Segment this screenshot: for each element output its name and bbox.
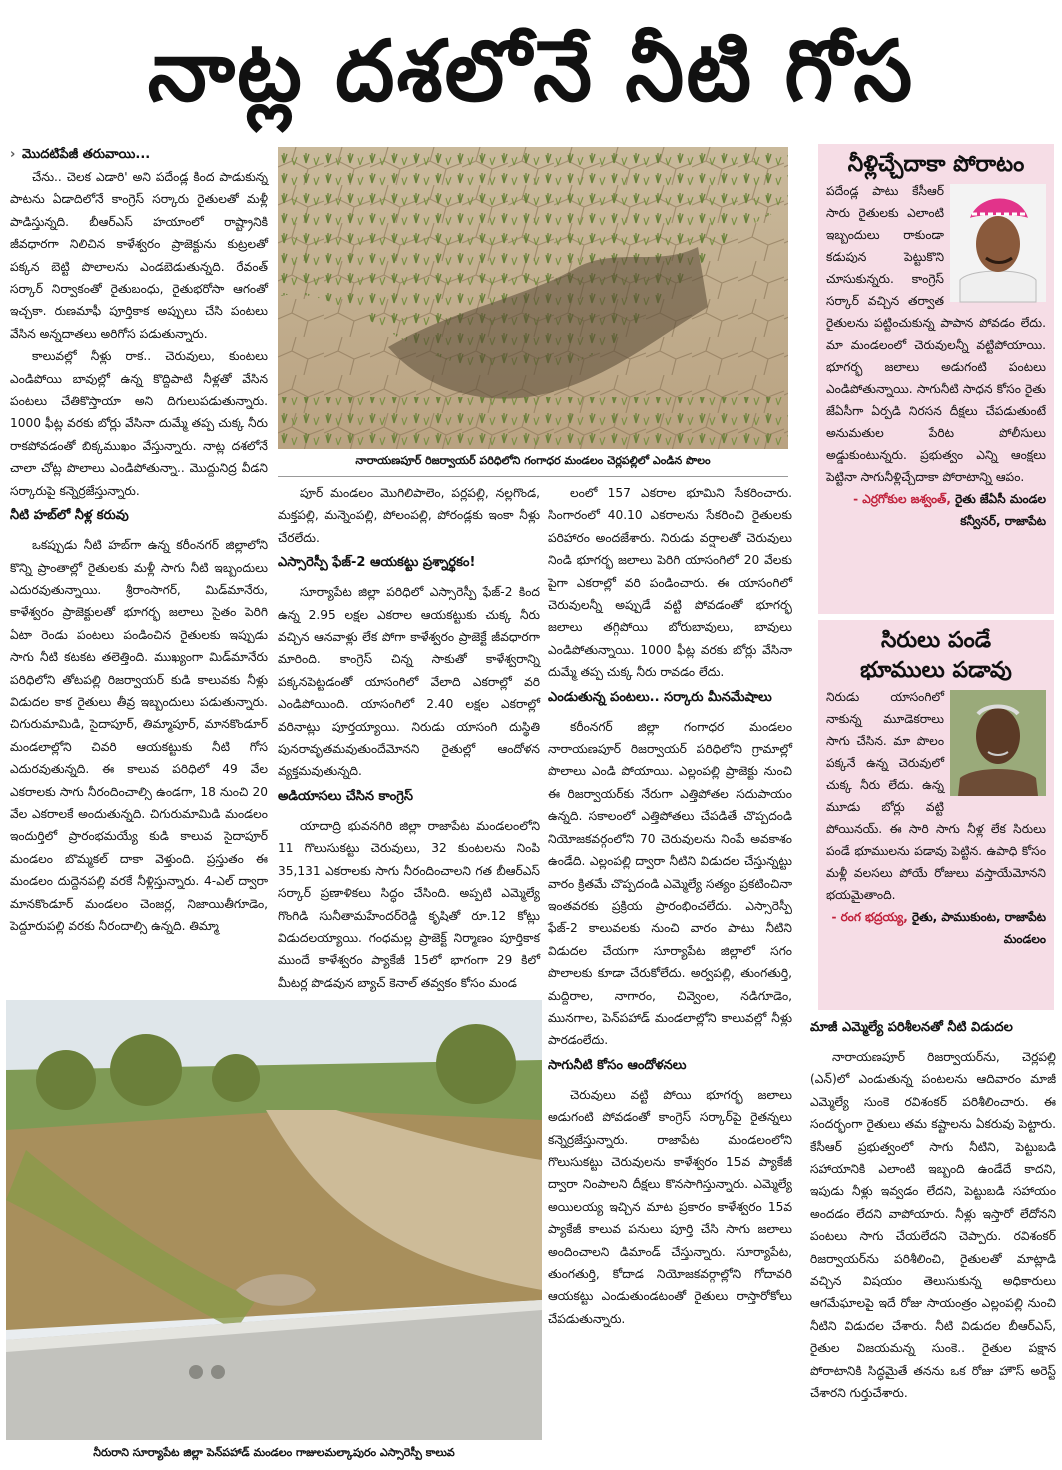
col3-paragraph-2: కరీంనగర్‌ జిల్లా గంగాధర మండలం నారాయణపూర్‌ రిజర్వాయర్‌ పరిధిలోని గ్రామాల్లో పొలాలు ఎండి పోయాయి. ఎల్లంపల్లి ప్రాజెక్టు నుంచి ఈ రిజర్వాయర్‌కు నేరుగా ఎత్తిపోతల సదుపాయం ఉన్నది. సకాలంలో ఎత్తిపోతలు చేపడితే చొప్పదండి నియోజకవర్గంలోని 70 చెరువులను నింపే అవకాశం ఉండేది. ఎల్లంపల్లి ద్వారా నీటిని విడుదల చేస్తున్నట్టు వారం క్రితమే చొప్పదండి ఎమ్మెల్యే సత్యం ప్రకటించినా ఇంతవరకు ప్రక్రియ ప్రారంభించలేదు. ఎస్సారెస్పీ ఫేజ్‌-2 కాలువలకు నుంచి వారం పాటు నీటిని విడుదల చేయగా సూర్యాపేట జిల్లాలో సగం పొలాలకు కూడా చేరుకోలేదు. అర్వపల్లి, తుంగతుర్తి, మద్దిరాల, నాగారం, చివ్వెంల, నడిగూడెం, మునగాల, పెన్‌పహాడ్‌ మండలాల్లోని కాలువల్లో నీళ్లు పారడంలేదు. [548, 719, 792, 1048]
sidebar-1-attrib-name: - ఎర్రగోకుల జశ్వంత్‌, [853, 492, 951, 506]
sidebar-1-heading: నీళ్లిచ్చేదాకా పోరాటం [847, 152, 1025, 177]
col3-paragraph-3: చెరువులు వట్టి పోయి భూగర్భ జలాలు అడుగంటి పోవడంతో కాంగ్రెస్‌ సర్కార్‌పై రైతన్నలు కన్నెర్రజేస్తున్నారు. రాజాపేట మండలంలోని గొలుసుకట్టు చెరువులను కాళేశ్వరం 15వ ప్యాకేజీ ద్వారా నింపాలని దీక్షలు కొనసాగిస్తున్నారు. ఎమ్మెల్యే అయిలయ్య ఇచ్చిన మాట ప్రకారం కాళేశ్వరం 15వ ప్యాకేజీ కాలువ పనులు పూర్తి చేసి సాగు జలాలు అందించాలని డిమాండ్‌ చేస్తున్నారు. సూర్యాపేట, తుంగతుర్తి, కోదాడ నియోజకవర్గాల్లోని గోదావరి ఆయకట్టు ఎండుతుండటంతో రైతులు రాస్తారోకోలు చేపడుతున్నారు. [548, 1087, 792, 1326]
column-2 [278, 482, 540, 990]
col3-paragraph-1: లంలో 157 ఎకరాల భూమిని సేకరించారు. సింగారంలో 40.10 ఎకరాలను సేకరించి రైతులకు పరిహారం అందజేశారు. నిరుడు వర్షాలతో చెరువులు నిండి భూగర్భ జలాలు పెరిగి యాసంగిలో 20 వేలకు పైగా ఎకరాల్లో వరి పండించారు. ఈ యాసంగిలో చెరువులన్నీ అప్పుడే వట్టి పోవడంతో భూగర్భ జలాలు తగ్గిపోయి బోరుబావులు, బావులు ఎండిపోతున్నాయి. 1000 ఫీట్ల వరకు బోర్లు వేసినా దుమ్మే తప్ప చుక్క నీరు రావడం లేదు. [548, 486, 792, 680]
col1-paragraph-2: కాలువల్లో నీళ్లు రాక.. చెరువులు, కుంటలు ఎండిపోయి బావుల్లో ఉన్న కొద్దిపాటి నీళ్లతో వేసిన పంటలు చేతికొస్తాయా అని దిగులుపడుతున్నారు. 1000 ఫీట్ల వరకు బోర్లు వేసినా దుమ్మే తప్ప చుక్క నీరు రాకపోవడంతో బిక్కముఖం వేస్తున్నారు. నాట్ల దశలోనే చాలా చోట్ల పొలాలు ఎండిపోతున్నా.. మొద్దునిద్ర వీడని సర్కారుపై కన్నెర్రజేస్తున్నారు. [10, 349, 268, 498]
caption-divider [278, 476, 788, 477]
col3-subhead-1: ఎండుతున్న పంటలు.. సర్కారు మీనమేషాలు [548, 689, 772, 705]
sidebar-2-heading-2: భూములు పడావు [860, 658, 1012, 683]
sidebar-2-heading-1: సిరులు పండే [880, 628, 992, 653]
column-1 [10, 144, 268, 984]
sidebar-quote-2 [818, 620, 1054, 1010]
dried-field-photo [278, 147, 788, 449]
sidebar-2-attrib-role: రైతు, పాముకుంట, రాజాపేట మండలం [907, 910, 1046, 946]
kicker-text: మొదటిపేజీ తరువాయి... [22, 147, 151, 162]
farmer-avatar-icon [950, 690, 1046, 796]
dry-canal-image [6, 1000, 542, 1440]
sidebar-1-text: పదేండ్ల పాటు కేసీఆర్‌ సారు రైతులకు ఎలాంటి ఇబ్బందులు రాకుండా కడుపున పెట్టుకొని చూసుకున్నరు. కాంగ్రెస్‌ సర్కార్‌ వచ్చిన తర్వాత రైతులను పట్టించుకున్న పాపాన పోవడం లేదు. మా మండలంలో చెరువులన్నీ వట్టిపోయాయి. భూగర్భ జలాలు అడుగంటి పంటలు ఎండిపోతున్నాయి. సాగునీటి సాధన కోసం రైతు జేఏసీగా ఏర్పడి నిరసన దీక్షలు చేపడుతుంటే అనుమతుల పేరిట పోలీసులు అడ్డుకుంటున్నరు. ప్రభుత్వం ఎన్ని ఆంక్షలు పెట్టినా సాగునీళ్లిచ్చేదాకా పోరాటాన్ని ఆపం. [826, 184, 1046, 484]
col1-paragraph-3: ఒకప్పుడు నీటి హబ్‌గా ఉన్న కరీంనగర్‌ జిల్లాలోని కొన్ని ప్రాంతాల్లో రైతులకు మళ్లీ సాగు నీటి ఇబ్బందులు ఎదురవుతున్నాయి. శ్రీరాంసాగర్‌, మిడ్‌మానేరు, కాళేశ్వరం ప్రాజెక్టులతో భూగర్భ జలాలు సైతం పెరిగి ఏటా రెండు పంటలు పండించిన రైతులకు ఇప్పుడు సాగు నీటి కటకట తలెత్తింది. ముఖ్యంగా మిడ్‌మానేరు పరిధిలోని తోటపల్లి రిజర్వాయర్‌ కుడి కాలువకు నీళ్లు విడుదల కాక రైతులు తీవ్ర ఇబ్బందులు పడుతున్నారు. చిగురుమామిడి, సైదాపూర్‌, తిమ్మాపూర్‌, మానకొండూర్‌ మండలాల్లోని చివరి ఆయకట్టుకు నీటి గోస ఎదురవుతున్నది. ఈ కాలువ పరిధిలో 49 వేల ఎకరాలకు సాగు నీరందించాల్సి ఉండగా, 18 నుంచి 20 వేల ఎకరాలకే అందుతున్నది. చిగురుమామిడి మండలం ఇందుర్తిలో ప్రారంభమయ్యే కుడి కాలువ సైదాపూర్‌ మండలం బొమ్మకల్‌ దాకా వెళ్తుంది. ప్రస్తుతం ఈ మండలం దుద్దెనపల్లి వరకే నీళ్లిస్తున్నారు. 4-ఎల్‌ ద్వారా మానకొండూర్‌ మండలం చెంజర్ల, నిజాయితీగూడెం, పెద్దూరుపల్లి వరకు నీరందాల్సి ఉన్నది. తిమ్మా [10, 538, 268, 933]
col3-subhead-2: సాగునీటి కోసం ఆందోళనలు [548, 1057, 687, 1073]
farmer-portrait-1 [950, 184, 1046, 302]
farmer-portrait-2 [950, 690, 1046, 796]
dried-field-image [278, 147, 788, 449]
col2-subhead-1: ఎస్సారెస్పీ ఫేజ్‌-2 ఆయకట్టు ప్రశ్నార్థకం! [278, 555, 476, 571]
sidebar-quote-1 [818, 144, 1054, 614]
chevron-right-icon: › [10, 147, 16, 162]
sidebar-1-attribution [826, 488, 1046, 532]
col1-subhead: నీటి హబ్‌లో నీళ్ల కరువు [10, 508, 129, 524]
headline: నాట్ల దశలోనే నీటి గోస [147, 22, 915, 120]
kicker [10, 144, 268, 166]
col2-paragraph-3: యాదాద్రి భువనగిరి జిల్లా రాజాపేట మండలంలోని 11 గొలుసుకట్టు చెరువులు, 32 కుంటలను నింపి 35,131 ఎకరాలకు సాగు నీరందించాలని గత బీఆర్‌ఎస్‌ సర్కార్‌ ప్రణాళికలు సిద్ధం చేసింది. అప్పటి ఎమ్మెల్యే గొంగిడి సునీతామహేందర్‌రెడ్డి కృషితో రూ.12 కోట్లు విడుదలయ్యాయి. గంధమల్ల ప్రాజెక్ట్‌ నిర్మాణం పూర్తికాక ముందే కాళేశ్వరం ప్యాకేజీ 15లో భాగంగా 29 కిలో మీటర్ల పొడవున బ్యాచ్‌ కెనాల్‌ తవ్వకం కోసం మండ [278, 818, 540, 990]
sidebar-2-text: నిరుడు యాసంగిలో నాకున్న మూడెకరాలు సాగు చేసిన. మా పొలం పక్కనే ఉన్న చెరువులో చుక్క నీరు లేదు. ఉన్న మూడు బోర్లు వట్టి పోయినయ్‌. ఈ సారి సాగు నీళ్ల లేక సిరులు పండే భూములను పడావు పెట్టిన. ఉపాధి కోసం మళ్లీ వలసలు పోయే రోజులు వస్తాయేమోనని భయమైతాంది. [826, 690, 1046, 902]
col2-paragraph-1: పూర్‌ మండలం మొగిలిపాలెం, పర్లపల్లి, నల్లగొండ, మక్తపల్లి, మన్నెంపల్లి, పోలంపల్లి, పోరండ్లకు ఇంకా నీళ్లు చేరలేదు. [278, 486, 540, 545]
col2-subhead-2: అడియాసలు చేసిన కాంగ్రెస్‌ [278, 788, 413, 804]
top-photo-caption: నారాయణపూర్‌ రిజర్వాయర్‌ పరిధిలోని గంగాధర మండలం చెర్లపల్లిలో ఎండిన పొలం [355, 454, 711, 467]
column-4-bottom [810, 1014, 1056, 1460]
sidebar-1-attrib-role: రైతు జేఏసీ మండల కన్వీనర్‌, రాజాపేట [950, 492, 1046, 528]
bottom-photo-caption: నీరురాని సూర్యాపేట జిల్లా పెన్‌పహాడ్‌ మండలం గాజులమల్కాపురం ఎస్సారెస్పీ కాలువ [6, 1444, 542, 1466]
col4-paragraph: నారాయణపూర్‌ రిజర్వాయర్‌ను, చెర్లపల్లి (ఎన్‌)లో ఎండుతున్న పంటలను ఆదివారం మాజీ ఎమ్మెల్యే సుంకె రవిశంకర్‌ పరిశీలించారు. ఈ సందర్భంగా రైతులు తమ కష్టాలను ఏకరువు పెట్టారు. కేసీఆర్‌ ప్రభుత్వంలో సాగు నీటిని, పెట్టుబడి సహాయానికి ఎలాంటి ఇబ్బంది ఉండేదే కాదని, ఇపుడు నీళ్లు ఇవ్వడం లేదని, పెట్టుబడి సహాయం అందడం లేదని వాపోయారు. నీళ్లు ఇస్తారో లేదోనని పంటలు సాగు చేయలేదని చెప్పారు. రవిశంకర్‌ రిజర్వాయర్‌ను పరిశీలించి, రైతులతో మాట్లాడి వచ్చిన విషయం తెలుసుకున్న అధికారులు ఆగమేఘాలపై ఇదే రోజు సాయంత్రం ఎల్లంపల్లి నుంచి నీటిని విడుదల చేశారు. నీటి విడుదల బీఆర్‌ఎస్‌, రైతుల విజయమన్న సుంకె.. రైతుల పక్షాన పోరాటానికి సిద్ధమైతే తనను ఒక రోజు హౌస్‌ అరెస్ట్‌ చేశారని గుర్తుచేశారు. [810, 1050, 1056, 1401]
canal-photo [6, 1000, 542, 1440]
farmer-avatar-icon [950, 184, 1046, 302]
sidebar-2-attribution [826, 906, 1046, 950]
sidebar-2-attrib-name: - రంగ భద్రయ్య, [831, 910, 908, 924]
col1-paragraph-1: చేను.. చెలక ఎడారి' అని పదేండ్ల కింద పాడుకున్న పాటను ఏడాదిలోనే కాంగ్రెస్‌ సర్కారు రైతులతో మళ్లీ పాడిస్తున్నది. బీఆర్‌ఎస్‌ హయాంలో రాష్ట్రానికి జీవధారగా నిలిచిన కాళేశ్వరం ప్రాజెక్టును కుట్రలతో పక్కన బెట్టి పొలాలను ఎండబెడుతున్నది. రేవంత్‌ సర్కార్‌ నిర్వాకంతో రైతుబంధు, రైతుభరోసా ఆగంతో ఇచ్చకా. రుణమాఫీ పూర్తికాక అప్పులు చేసి పంటలు వేసిన అన్నదాతలు అరిగోస పడుతున్నారు. [10, 170, 268, 341]
column-3 [548, 482, 792, 1442]
col2-paragraph-2: సూర్యాపేట జిల్లా పరిధిలో ఎస్సారెస్పీ ఫేజ్‌-2 కింద ఉన్న 2.95 లక్షల ఎకరాల ఆయకట్టుకు చుక్క నీరు వచ్చిన ఆనవాళ్లు లేక పోగా కాళేశ్వరం ప్రాజెక్టే జీవధారగా మారింది. కాంగ్రెస్‌ చిన్న సాకుతో కాళేశ్వరాన్ని పక్కనపెట్టడంతో యాసంగిలో వేలాది ఎకరాల్లో వరి ఎండిపోయింది. యాసంగిలో 2.40 లక్షల ఎకరాల్లో వరినాట్లు పూర్తయ్యాయి. నిరుడు యాసంగి దుస్థితి పునరావృతమవుతుందేమోనని రైతుల్లో ఆందోళన వ్యక్తమవుతున్నది. [278, 585, 540, 779]
col4-subhead: మాజీ ఎమ్మెల్యే పరిశీలనతో నీటి విడుదల [810, 1020, 1013, 1035]
